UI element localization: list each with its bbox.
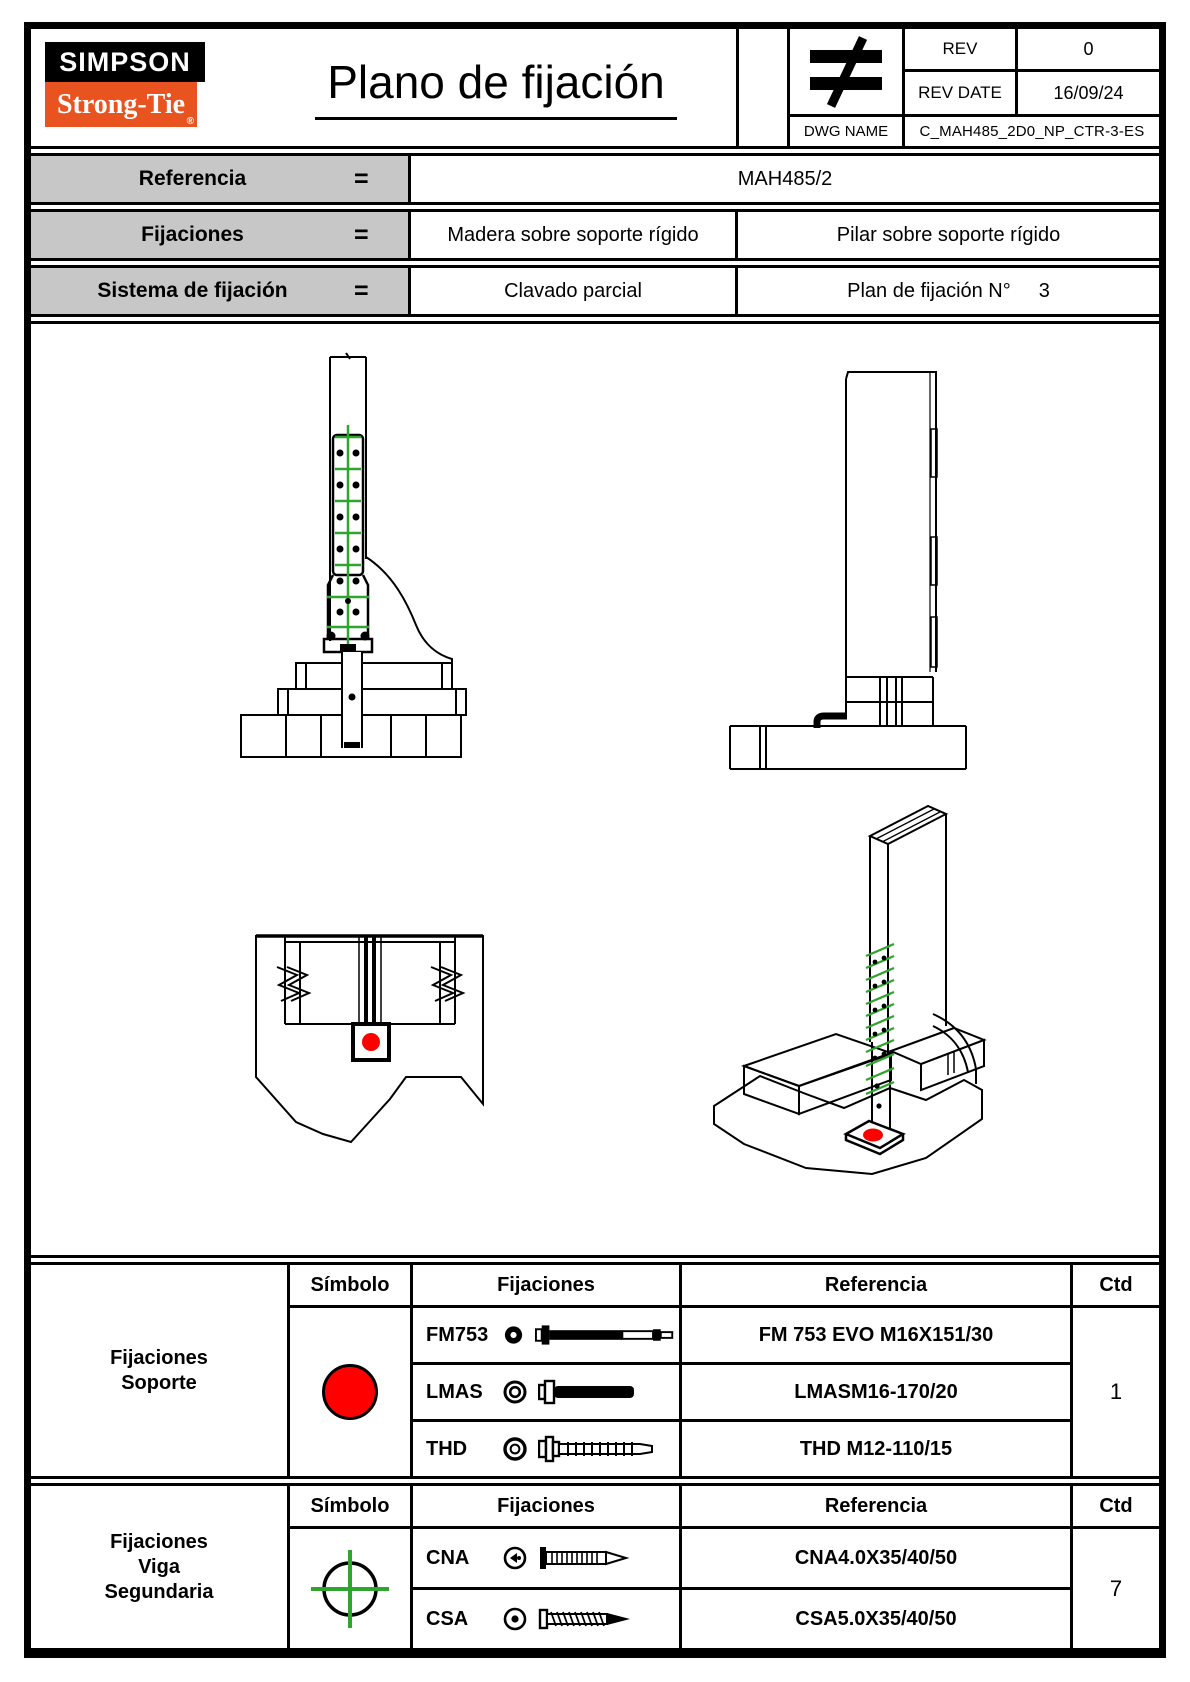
rev-label: REV [905, 29, 1015, 69]
lmas-bolt-icon [538, 1378, 648, 1406]
equals-sign: = [354, 220, 369, 249]
fijaciones-label-cell [31, 212, 411, 258]
support-fixing-marker-iso [863, 1129, 883, 1142]
lmas-head-icon [502, 1379, 528, 1405]
thd-head-icon [502, 1436, 528, 1462]
beam-fixings-table [31, 1483, 1159, 1651]
support-fixing-marker [362, 1033, 380, 1051]
referencia-value: MAH485/2 [737, 167, 833, 190]
group-label-line: Fijaciones [110, 1530, 208, 1553]
rev-date-label: REV DATE [905, 72, 1015, 114]
cna-nail-icon [538, 1544, 638, 1572]
col-header-simbolo: Símbolo [290, 1486, 410, 1526]
registered-mark: ® [186, 116, 194, 127]
fixing-row-thd [413, 1422, 679, 1476]
support-table-group-label [31, 1265, 287, 1476]
logo-strongtie [45, 82, 197, 127]
cna-head-icon [502, 1545, 528, 1571]
plan-number-value: 3 [1038, 279, 1050, 302]
drawing-sheet [24, 22, 1166, 1658]
support-fixings-table [31, 1262, 1159, 1479]
fixing-code: LMAS [426, 1380, 483, 1403]
title-block [31, 29, 1159, 149]
drawing-area [31, 321, 1159, 1258]
support-qty: 1 [1073, 1308, 1159, 1476]
info-row-sistema [31, 265, 1159, 317]
fixing-row-lmas [413, 1365, 679, 1419]
referencia-label-cell [31, 156, 411, 202]
fixing-reference: CSA5.0X35/40/50 [682, 1590, 1070, 1648]
logo [31, 29, 256, 146]
col-header-simbolo: Símbolo [290, 1265, 410, 1305]
fijaciones-value-right: Pilar sobre soporte rígido [836, 223, 1061, 246]
fixing-row-csa [413, 1590, 679, 1648]
side-view-drawing [681, 369, 971, 774]
sheet-title-cell [256, 29, 739, 146]
plan-number-label: Plan de fijación N° [847, 279, 1011, 302]
fixing-code: CNA [426, 1546, 470, 1569]
dwg-name-value: C_MAH485_2D0_NP_CTR-3-ES [905, 117, 1159, 146]
fixing-reference: FM 753 EVO M16X151/30 [682, 1308, 1070, 1362]
plan-number-cell [738, 268, 1159, 314]
fixing-code: CSA [426, 1607, 469, 1630]
sistema-label-cell [31, 268, 411, 314]
rev-value: 0 [1018, 29, 1159, 69]
dwg-name-label: DWG NAME [790, 117, 902, 146]
fixing-code: FM753 [426, 1323, 489, 1346]
logo-simpson: SIMPSON [45, 42, 205, 82]
plan-view-drawing [253, 929, 488, 1154]
col-header-fijaciones: Fijaciones [413, 1486, 679, 1526]
isometric-view-drawing [686, 774, 996, 1194]
csa-screw-icon [538, 1605, 643, 1633]
col-header-fijaciones: Fijaciones [413, 1265, 679, 1305]
logo-strongtie-text: Strong-Tie [56, 88, 186, 120]
group-label-line: Soporte [121, 1371, 197, 1394]
revision-table [787, 29, 1159, 146]
col-header-referencia: Referencia [682, 1486, 1070, 1526]
front-view-drawing [216, 349, 476, 769]
red-circle-icon [322, 1364, 378, 1420]
thd-anchor-icon [538, 1435, 663, 1463]
group-label-line: Segundaria [104, 1580, 214, 1603]
fixing-reference: LMASM16-170/20 [682, 1365, 1070, 1419]
sistema-value-left: Clavado parcial [411, 268, 738, 314]
green-crosshair-icon [305, 1544, 395, 1634]
fixing-reference: THD M12-110/15 [682, 1422, 1070, 1476]
fm753-bolt-icon [535, 1321, 679, 1349]
col-header-ctd: Ctd [1073, 1265, 1159, 1305]
page-title: Plano de fijación [315, 55, 677, 120]
info-row-referencia [31, 153, 1159, 205]
fixing-row-cna [413, 1529, 679, 1587]
referencia-label: Referencia [138, 167, 247, 190]
green-crosshair-symbol [290, 1529, 410, 1648]
fm753-head-icon [502, 1323, 525, 1347]
csa-head-icon [502, 1606, 528, 1632]
fijaciones-value-left: Madera sobre soporte rígido [411, 212, 738, 258]
group-label-line: Fijaciones [110, 1346, 208, 1369]
beam-table-group-label [31, 1486, 287, 1648]
fixing-reference: CNA4.0X35/40/50 [682, 1529, 1070, 1587]
equals-sign: = [354, 276, 369, 305]
info-row-fijaciones [31, 209, 1159, 261]
fixing-row-fm753 [413, 1308, 679, 1362]
group-label-line: Viga [138, 1555, 180, 1578]
not-equal-icon [790, 29, 902, 114]
beam-qty: 7 [1073, 1529, 1159, 1648]
equals-sign: = [354, 164, 369, 193]
fixing-code: THD [426, 1437, 468, 1460]
fijaciones-label: Fijaciones [141, 223, 244, 246]
red-circle-symbol [290, 1308, 410, 1476]
sistema-label: Sistema de fijación [97, 279, 288, 302]
col-header-referencia: Referencia [682, 1265, 1070, 1305]
col-header-ctd: Ctd [1073, 1486, 1159, 1526]
rev-date-value: 16/09/24 [1018, 72, 1159, 114]
